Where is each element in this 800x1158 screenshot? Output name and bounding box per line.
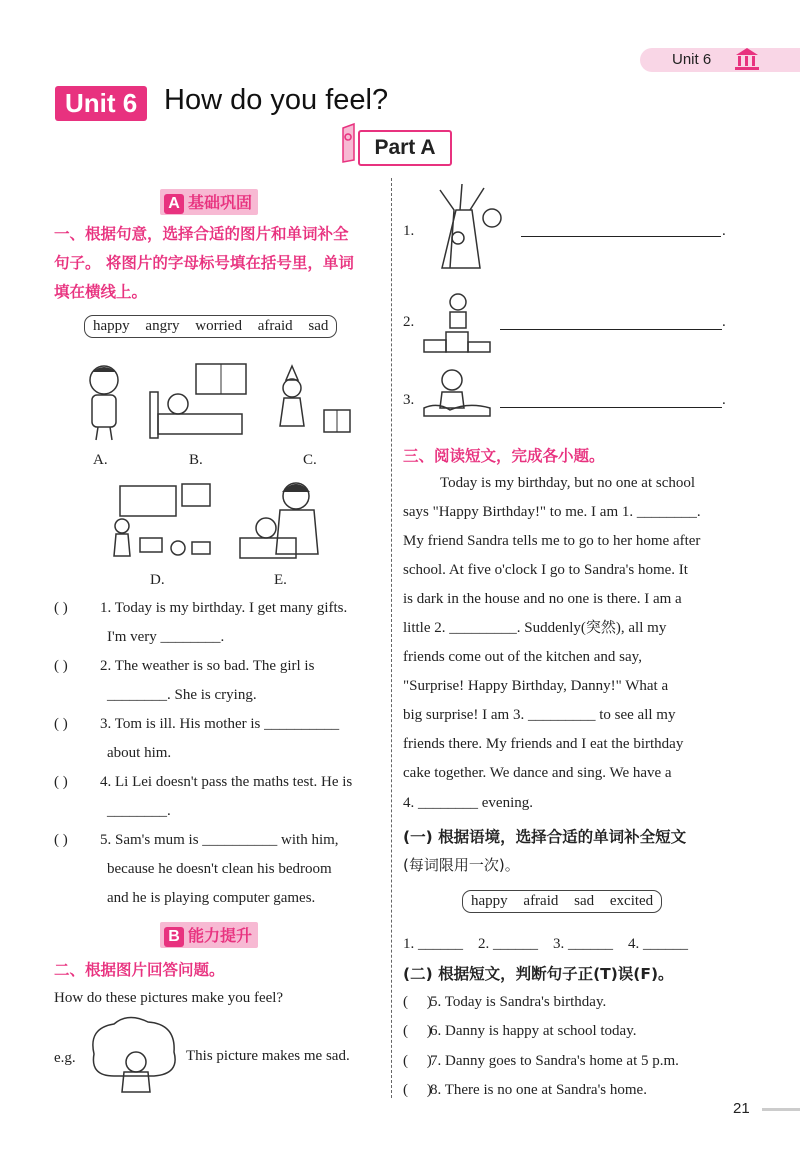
mother-and-sick-boy-picture: [236, 478, 328, 566]
question-5-paren[interactable]: ( ): [54, 832, 68, 848]
unit-badge: Unit 6: [55, 86, 147, 121]
word-bank-c: happy afraid sad excited: [462, 890, 662, 913]
question-3-paren[interactable]: ( ): [54, 716, 68, 732]
passage-line-2: says "Happy Birthday!" to me. I am 1. ________.: [403, 504, 701, 520]
item-1-period: .: [722, 223, 726, 239]
question-2-line-1: 2. The weather is so bad. The girl is: [100, 658, 315, 674]
passage-line-8: "Surprise! Happy Birthday, Danny!" What a: [403, 678, 669, 694]
section-a-badge: [160, 189, 258, 215]
word-bank-a: happy angry worried afraid sad: [84, 315, 337, 338]
question-4-line-2: ________.: [107, 803, 171, 819]
passage-line-5: is dark in the house and no one is there. I am a: [403, 591, 682, 607]
sub1-heading: (一) 根据语境，选择合适的单词补全短文: [403, 828, 687, 846]
unit-tab: [640, 48, 800, 72]
item-2-label: 2.: [403, 314, 415, 330]
example-answer: This picture makes me sad.: [186, 1048, 350, 1064]
question-1-paren[interactable]: ( ): [54, 600, 68, 616]
part-label: Part A: [358, 130, 452, 166]
judgement-5-text: 5. Today is Sandra's birthday.: [430, 994, 607, 1010]
item-3-answer-line[interactable]: [500, 407, 722, 408]
question-5-line-1: 5. Sam's mum is __________ with him,: [100, 832, 339, 848]
example-label: e.g.: [54, 1050, 76, 1066]
judgement-5-paren[interactable]: ( ): [403, 994, 432, 1010]
question-1-line-1: 1. Today is my birthday. I get many gifts.: [100, 600, 348, 616]
passage-line-4: school. At five o'clock I go to Sandra's home. It: [403, 562, 688, 578]
question-1-line-2: I'm very ________.: [107, 629, 225, 645]
passage-line-10: friends there. My friends and I eat the birthday: [403, 736, 684, 752]
item-1-answer-line[interactable]: [521, 236, 721, 237]
question-2-line-2: ________. She is crying.: [107, 687, 257, 703]
girl-in-bed-picture: [146, 362, 252, 442]
item-2-period: .: [722, 314, 726, 330]
judgement-7-text: 7. Danny goes to Sandra's home at 5 p.m.: [430, 1053, 679, 1069]
section-b-badge: [160, 922, 258, 948]
section-a-heading-2: 句子。 将图片的字母标号填在括号里，单词: [54, 254, 354, 272]
question-2-paren[interactable]: ( ): [54, 658, 68, 674]
picture-label-d: D.: [150, 572, 165, 588]
boy-on-bench-picture: [420, 366, 494, 422]
judgement-7-paren[interactable]: ( ): [403, 1053, 432, 1069]
judgement-6-paren[interactable]: ( ): [403, 1023, 432, 1039]
judgement-8-paren[interactable]: ( ): [403, 1082, 432, 1098]
picture-label-a: A.: [93, 452, 108, 468]
tree-with-monster-picture: [420, 180, 510, 270]
question-5-line-3: and he is playing computer games.: [107, 890, 316, 906]
question-5-line-2: because he doesn't clean his bedroom: [107, 861, 332, 877]
question-4-line-1: 4. Li Lei doesn't pass the maths test. He is: [100, 774, 353, 790]
birthday-girl-picture: [270, 362, 356, 442]
page-title: How do you feel?: [164, 84, 389, 116]
passage-line-9: big surprise! I am 3. _________ to see all my: [403, 707, 676, 723]
section-b-heading: 二、根据图片回答问题。: [54, 961, 225, 979]
sad-girl-under-tree-picture: [84, 1014, 184, 1096]
section-c-heading: 三、阅读短文，完成各小题。: [403, 447, 605, 465]
podium-winner-picture: [420, 290, 494, 354]
sub1-note: (每词限用一次)。: [403, 856, 520, 874]
section-b-title: 能力提升: [188, 928, 253, 945]
footer-rule: [762, 1108, 800, 1111]
section-b-letter: B: [164, 927, 184, 947]
sub2-heading: (二) 根据短文，判断句子正(T)误(F)。: [403, 965, 674, 983]
question-4-paren[interactable]: ( ): [54, 774, 68, 790]
worried-boy-picture: [80, 362, 132, 442]
item-3-period: .: [722, 392, 726, 408]
picture-label-e: E.: [274, 572, 287, 588]
unit-tab-label: Unit 6: [672, 51, 712, 68]
question-3-line-2: about him.: [107, 745, 172, 761]
section-a-heading-3: 填在横线上。: [54, 283, 148, 301]
passage-line-7: friends come out of the kitchen and say,: [403, 649, 642, 665]
judgement-6-text: 6. Danny is happy at school today.: [430, 1023, 637, 1039]
section-a-heading-1: 一、根据句意，选择合适的图片和单词补全: [54, 225, 349, 243]
passage-line-12: 4. ________ evening.: [403, 795, 533, 811]
section-a-title: 基础巩固: [188, 195, 253, 212]
page-number: 21: [733, 1100, 750, 1117]
passage-line-3: My friend Sandra tells me to go to her home after: [403, 533, 701, 549]
fill-answers[interactable]: 1. ______ 2. ______ 3. ______ 4. ______: [403, 936, 688, 952]
column-divider: [391, 178, 392, 1098]
item-1-label: 1.: [403, 223, 415, 239]
section-b-prompt: How do these pictures make you feel?: [54, 990, 284, 1006]
passage-line-1: Today is my birthday, but no one at school: [440, 475, 696, 491]
item-2-answer-line[interactable]: [500, 329, 722, 330]
building-icon: [733, 46, 761, 72]
messy-room-picture: [100, 478, 218, 566]
item-3-label: 3.: [403, 392, 415, 408]
question-3-line-1: 3. Tom is ill. His mother is __________: [100, 716, 340, 732]
judgement-8-text: 8. There is no one at Sandra's home.: [430, 1082, 647, 1098]
picture-label-c: C.: [303, 452, 317, 468]
passage-line-11: cake together. We dance and sing. We have a: [403, 765, 672, 781]
picture-label-b: B.: [189, 452, 203, 468]
section-a-letter: A: [164, 194, 184, 214]
passage-line-6: little 2. _________. Suddenly(突然), all my: [403, 620, 667, 636]
